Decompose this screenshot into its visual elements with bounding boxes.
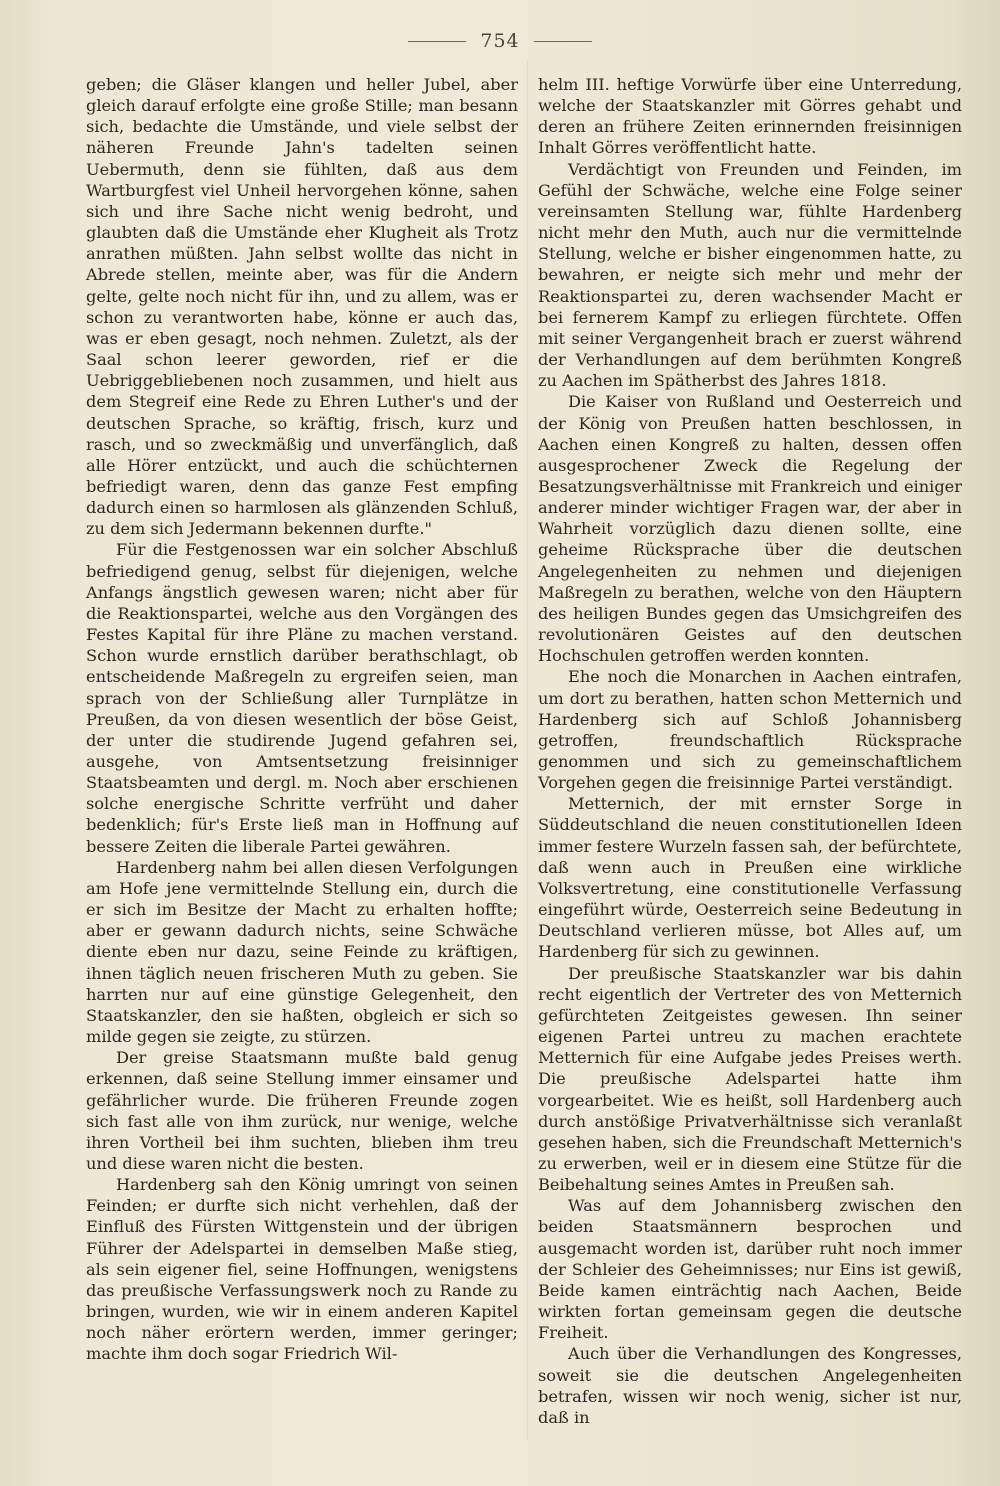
right-paragraph-6: Der preußische Staatskanzler war bis dahin recht eigentlich der Vertreter des von Metternich gefürchteten Zeitgeistes gewesen. Ihn seiner eigenen Partei untreu zu machen erachtete Metternich für eine Aufgabe jedes Preises werth. Die preußische Adelspartei hatte ihm vorgearbeitet. Wie es heißt, soll Hardenberg auch durch anstößige Privatverhältnisse sich veranlaßt gesehen haben, sich die Freundschaft Metternich's zu erwerben, weil er in diesem eine Stütze für die Beibehaltung seines Amtes in Preußen sah. — [538, 963, 962, 1195]
header-rule-left — [408, 41, 466, 42]
right-paragraph-8: Auch über die Verhandlungen des Kongresses, soweit sie die deutschen Angelegenheiten betrafen, wissen wir noch wenig, sicher ist nur, daß in — [538, 1344, 962, 1427]
right-paragraph-2: Verdächtigt von Freunden und Feinden, im Gefühl der Schwäche, welche eine Folge seiner vereinsamten Stellung war, fühlte Hardenberg nicht mehr den Muth, auch nur die vermittelnde Stellung, welche er bisher eingenommen hatte, zu bewahren, er neigte sich mehr und mehr der Reaktionspartei zu, deren wachsender Macht er bei fernerem Kampf zu erliegen fürchtete. Offen mit seiner Vergangenheit brach er zuerst während der Verhandlungen auf dem berühmten Kongreß zu Aachen im Spätherbst des Jahres 1818. — [538, 159, 962, 391]
left-paragraph-5: Hardenberg sah den König umringt von seinen Feinden; er durfte sich nicht verhehlen, daß der Einfluß des Fürsten Wittgenstein und der übrigen Führer der Adelspartei in demselben Maße stieg, als sein eigener fiel, seine Hoffnungen, wenigstens das preußische Verfassungswerk noch zu Rande zu bringen, wurden, wie wir in einem anderen Kapitel noch näher erörtern werden, immer geringer; machte ihm doch sogar Friedrich Wil- — [86, 1175, 518, 1364]
header-rule-right — [534, 41, 592, 42]
right-paragraph-1: helm III. heftige Vorwürfe über eine Unterredung, welche der Staatskanzler mit Görres gehabt und deren an frühere Zeiten erinnernden freisinnigen Inhalt Görres veröffentlicht hatte. — [538, 75, 962, 158]
left-paragraph-4: Der greise Staatsmann mußte bald genug erkennen, daß seine Stellung immer einsamer und gefährlicher wurde. Die früheren Freunde zogen sich fast alle von ihm zurück, nur wenige, welche ihren Vortheil bei ihm suchten, blieben ihm treu und diese waren nicht die besten. — [86, 1048, 518, 1173]
right-paragraph-3: Die Kaiser von Rußland und Oesterreich und der König von Preußen hatten beschlossen, in Aachen einen Kongreß zu halten, dessen offen ausgesprochener Zweck die Regelung der Besatzungsverhältnisse mit Frankreich und einiger anderer minder wichtiger Fragen war, der aber in Wahrheit vorzüglich dazu dienen sollte, eine geheime Rücksprache über die deutschen Angelegenheiten zu nehmen und diejenigen Maßregeln zu berathen, welche von den Häuptern des heiligen Bundes gegen das Umsichgreifen des revolutionären Geistes auf den deutschen Hochschulen getroffen werden konnten. — [538, 392, 962, 666]
column-gutter — [527, 60, 528, 1440]
left-paragraph-3: Hardenberg nahm bei allen diesen Verfolgungen am Hofe jene vermittelnde Stellung ein, durch die er sich im Besitze der Macht zu erhalten hoffte; aber er gewann dadurch nichts, seine Schwäche diente eben nur dazu, seine Feinde zu kräftigen, ihnen täglich neuen frischeren Muth zu geben. Sie harrten nur auf eine günstige Gelegenheit, den Staatskanzler, den sie haßten, obgleich er sich so milde gegen sie zeigte, zu stürzen. — [86, 857, 518, 1047]
right-paragraph-5: Metternich, der mit ernster Sorge in Süddeutschland die neuen constitutionellen Ideen immer festere Wurzeln fassen sah, der befürchtete, daß wenn auch in Preußen eine wirkliche Volksvertretung, eine constitutionelle Verfassung eingeführt würde, Oesterreich seine Bedeutung in Deutschland verlieren müsse, bot Alles auf, um Hardenberg für sich zu gewinnen. — [538, 794, 962, 962]
right-paragraph-7: Was auf dem Johannisberg zwischen den beiden Staatsmännern besprochen und ausgemacht worden ist, darüber ruht noch immer der Schleier des Geheimnisses; nur Eins ist gewiß, Beide kamen einträchtig nach Aachen, Beide wirkten fortan gemeinsam gegen die deutsche Freiheit. — [538, 1196, 962, 1343]
page-header — [0, 30, 1000, 52]
left-column — [86, 74, 518, 1365]
left-paragraph-2: Für die Festgenossen war ein solcher Abschluß befriedigend genug, selbst für diejenigen, welche Anfangs ängstlich gewesen waren; nicht aber für die Reaktionspartei, welche aus den Vorgängen des Festes Kapital für ihre Pläne zu machen verstand. Schon wurde ernstlich darüber berathschlagt, ob entscheidende Maßregeln zu ergreifen seien, man sprach von der Schließung aller Turnplätze in Preußen, da von diesen wesentlich der böse Geist, der unter die studirende Jugend gefahren sei, ausgehe, von Amtsentsetzung freisinniger Staatsbeamten und dergl. m. Noch aber erschienen solche energische Schritte verfrüht und daher bedenklich; für's Erste ließ man in Hoffnung auf bessere Zeiten die liberale Partei gewähren. — [86, 540, 518, 856]
left-paragraph-1: geben; die Gläser klangen und heller Jubel, aber gleich darauf erfolgte eine große Stille; man besann sich, bedachte die Umstände, und viele selbst der näheren Freunde Jahn's tadelten seinen Uebermuth, denn sie fühlten, daß aus dem Wartburgfest viel Unheil hervorgehen könne, sahen sich und ihre Sache nicht wenig bedroht, und glaubten daß die Umstände eher Klugheit als Trotz anrathen müßten. Jahn selbst wollte das nicht in Abrede stellen, meinte aber, was für die Andern gelte, gelte noch nicht für ihn, und zu allem, was er schon zu verantworten habe, könne er auch das, was er eben gesagt, noch nehmen. Zuletzt, als der Saal schon leerer geworden, rief er die Uebriggebliebenen noch zusammen, und hielt aus dem Stegreif eine Rede zu Ehren Luther's und der deutschen Sprache, so kräftig, frisch, kurz und rasch, und so zweckmäßig und unverfänglich, daß alle Hörer entzückt, und auch die schüchternen befriedigt waren, denn das ganze Fest empfing dadurch einen so harmlosen als glänzenden Schluß, zu dem sich Jedermann bekennen durfte." — [86, 75, 518, 539]
right-column — [538, 74, 962, 1428]
right-paragraph-4: Ehe noch die Monarchen in Aachen eintrafen, um dort zu berathen, hatten schon Metternich und Hardenberg sich auf Schloß Johannisberg getroffen, freundschaftlich Rücksprache genommen und sich zu gemeinschaftlichem Vorgehen gegen die freisinnige Partei verständigt. — [538, 667, 962, 793]
page-number: 754 — [480, 30, 520, 52]
